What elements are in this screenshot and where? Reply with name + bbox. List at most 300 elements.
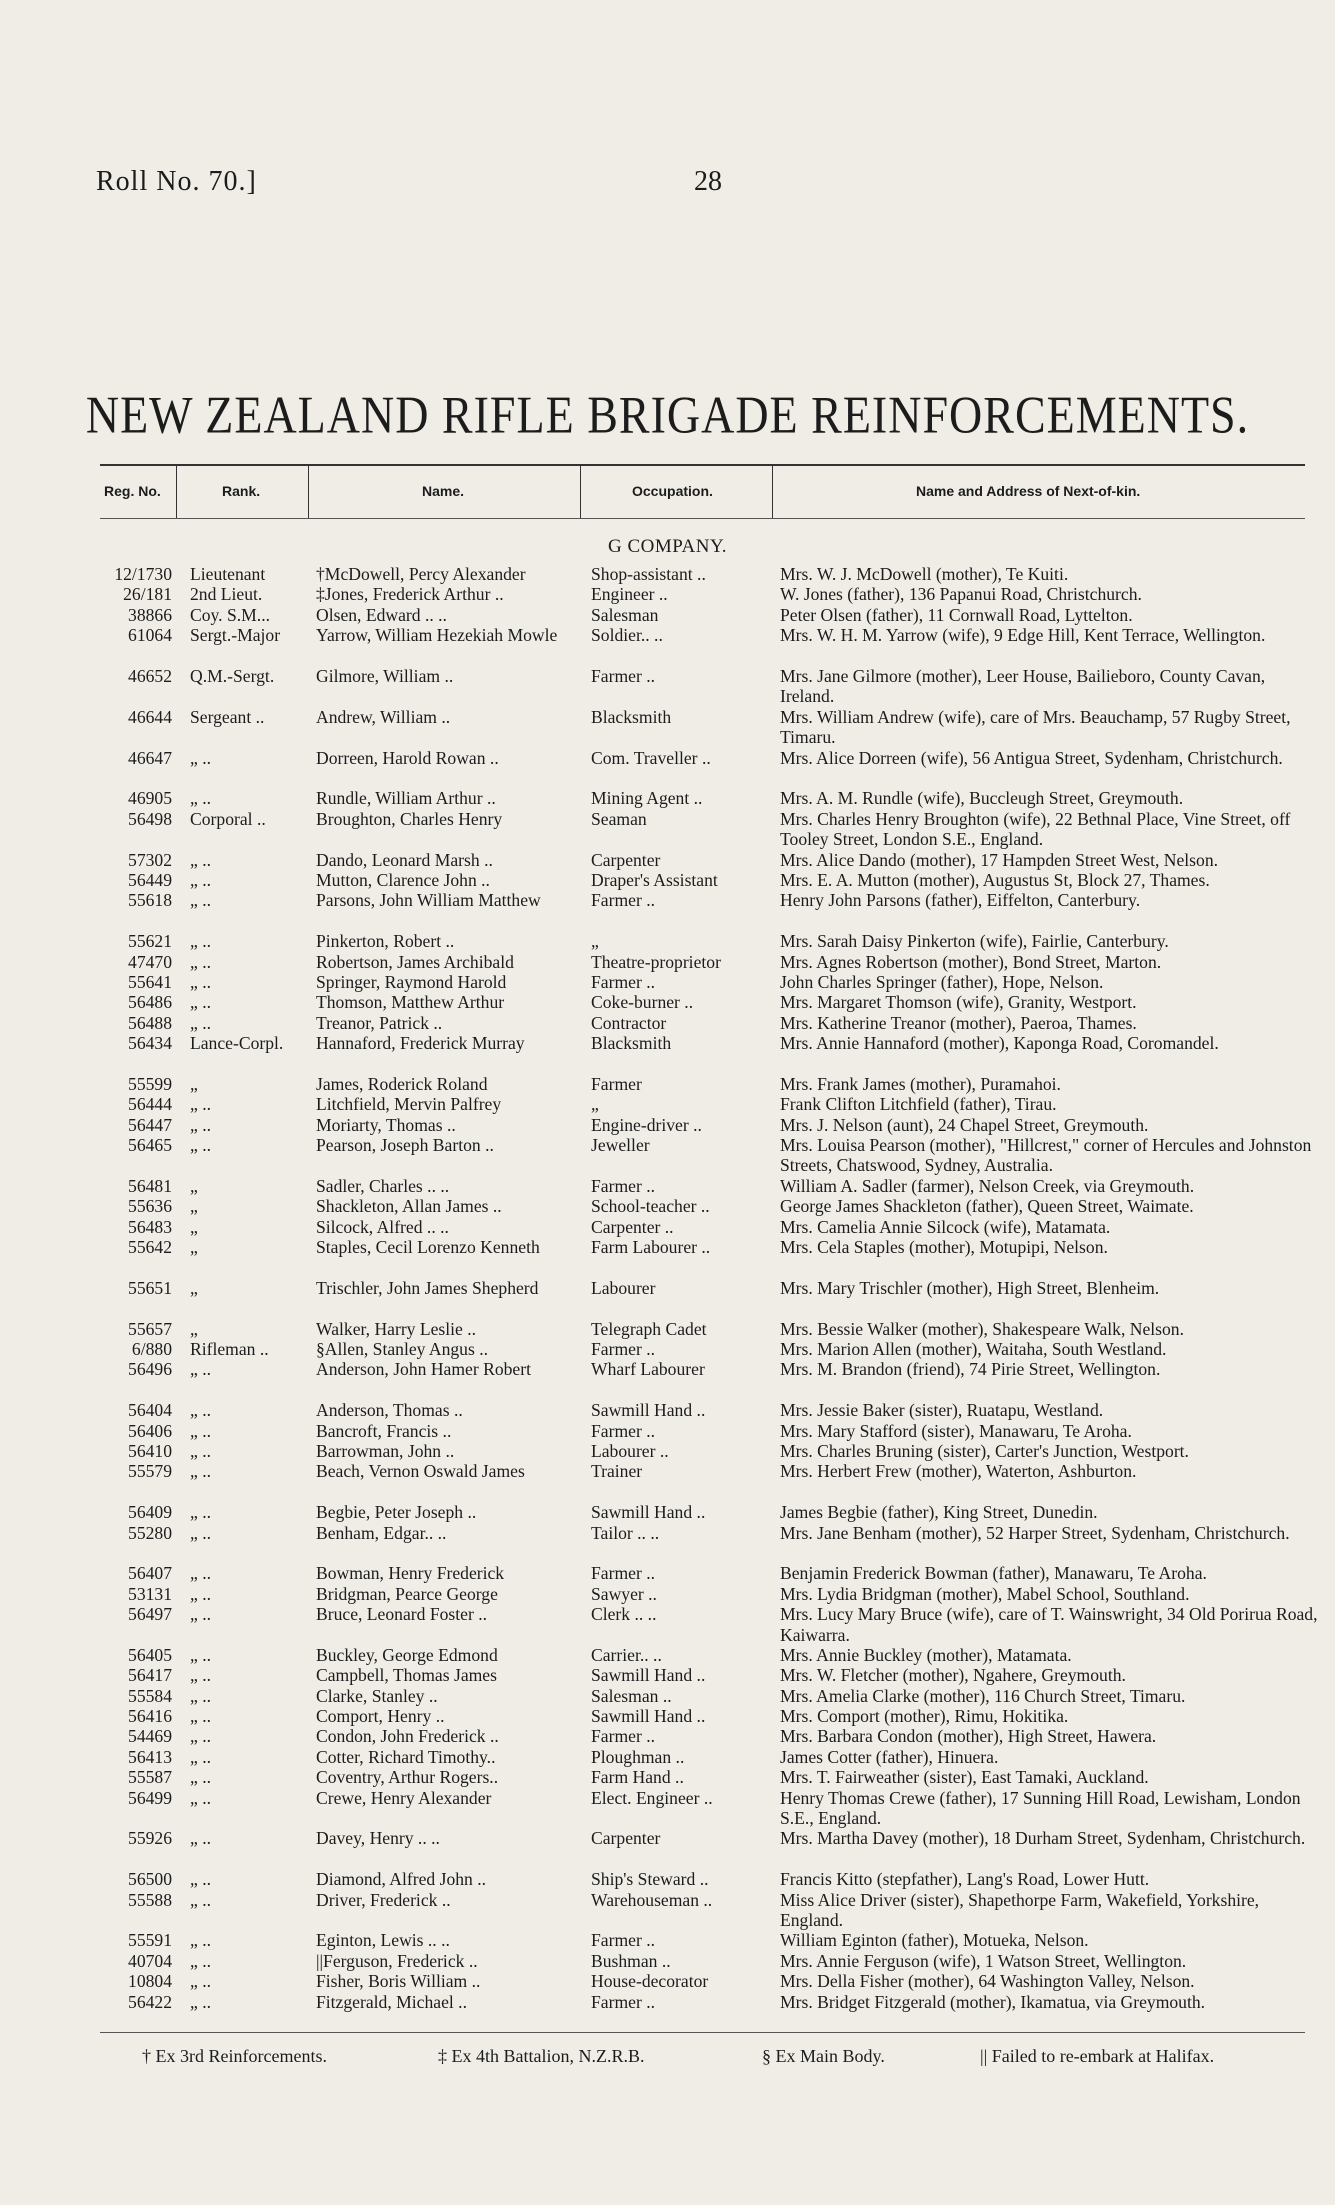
table-row	[0, 992, 1335, 1012]
reg-no-cell: 56405	[128, 1644, 172, 1665]
column-header-name: Name.	[422, 483, 465, 499]
occupation-cell: Sawmill Hand ..	[591, 1400, 706, 1421]
next-of-kin-cell: Mrs. W. Fletcher (mother), Ngahere, Greymouth.	[780, 1665, 1126, 1686]
next-of-kin-cell: Henry John Parsons (father), Eiffelton, Canterbury.	[780, 890, 1141, 911]
table-row	[0, 1339, 1335, 1359]
table-row	[0, 1747, 1335, 1767]
name-cell: Robertson, James Archibald	[316, 951, 514, 972]
occupation-cell: Labourer ..	[591, 1440, 669, 1461]
column-divider	[308, 466, 309, 518]
occupation-cell: Farmer ..	[591, 1339, 656, 1359]
rank-cell: „ ..	[190, 869, 212, 890]
next-of-kin-cell: Mrs. Bridget Fitzgerald (mother), Ikamatua, via Greymouth.	[780, 1991, 1206, 2012]
name-cell: Yarrow, William Hezekiah Mowle	[316, 625, 558, 646]
name-cell: Fitzgerald, Michael ..	[316, 1991, 467, 2012]
next-of-kin-cell: Mrs. Charles Henry Broughton (wife), 22 Bethnal Place, Vine Street, off Tooley Street, London S.E., England.	[780, 808, 1291, 850]
next-of-kin-cell: Francis Kitto (stepfather), Lang's Road, Lower Hutt.	[780, 1869, 1150, 1890]
name-cell: Andrew, William ..	[316, 706, 451, 727]
reg-no-cell: 56413	[128, 1746, 172, 1767]
reg-no-cell: 56417	[128, 1665, 172, 1686]
reg-no-cell: 56407	[128, 1563, 172, 1584]
occupation-cell: Jeweller	[591, 1135, 650, 1156]
next-of-kin-cell: John Charles Springer (father), Hope, Nelson.	[780, 971, 1104, 992]
occupation-cell: Ship's Steward ..	[591, 1869, 709, 1890]
reg-no-cell: 56444	[128, 1094, 172, 1115]
rank-cell: „ ..	[190, 971, 212, 992]
rank-cell: „	[190, 1237, 198, 1258]
occupation-cell: „	[591, 1094, 599, 1115]
rank-cell: Sergeant ..	[190, 706, 265, 727]
rank-cell: „ ..	[190, 849, 212, 870]
next-of-kin-cell: Mrs. Margaret Thomson (wife), Granity, Westport.	[780, 992, 1137, 1013]
name-cell: Thomson, Matthew Arthur	[316, 992, 505, 1013]
occupation-cell: Farmer ..	[591, 1420, 656, 1441]
next-of-kin-cell: William Eginton (father), Motueka, Nelson.	[780, 1930, 1089, 1951]
table-row	[0, 890, 1335, 931]
occupation-cell: Blacksmith	[591, 1033, 672, 1054]
name-cell: Treanor, Patrick ..	[316, 1012, 443, 1033]
occupation-cell: Sawyer ..	[591, 1583, 657, 1604]
table-row	[0, 1319, 1335, 1339]
table-row	[0, 1502, 1335, 1522]
reg-no-cell: 55926	[128, 1828, 172, 1849]
name-cell: Beach, Vernon Oswald James	[316, 1461, 525, 1482]
occupation-cell: Theatre-proprietor	[591, 951, 721, 972]
reg-no-cell: 56488	[128, 1012, 172, 1033]
next-of-kin-cell: Mrs. E. A. Mutton (mother), Augustus St, Block 27, Thames.	[780, 869, 1210, 890]
occupation-cell: School-teacher ..	[591, 1196, 710, 1217]
name-cell: Pinkerton, Robert ..	[316, 931, 455, 952]
table-row	[0, 1441, 1335, 1461]
occupation-cell: Salesman ..	[591, 1685, 672, 1706]
next-of-kin-cell: Peter Olsen (father), 11 Cornwall Road, Lyttelton.	[780, 604, 1133, 625]
name-cell: ‡Jones, Frederick Arthur ..	[316, 584, 504, 605]
rank-cell: Lance-Corpl.	[190, 1033, 284, 1054]
reg-no-cell: 56409	[128, 1502, 172, 1523]
table-row	[0, 1665, 1335, 1685]
roll-number: Roll No. 70.]	[96, 166, 257, 197]
occupation-cell: Shop-assistant ..	[591, 564, 706, 584]
table-row	[0, 1074, 1335, 1094]
reg-no-cell: 40704	[128, 1950, 172, 1971]
name-cell: Diamond, Alfred John ..	[316, 1869, 487, 1890]
name-cell: Moriarty, Thomas ..	[316, 1114, 456, 1135]
column-header-next-of-kin: Name and Address of Next-of-kin.	[916, 483, 1141, 499]
occupation-cell: Soldier.. ..	[591, 625, 663, 646]
name-cell: Davey, Henry .. ..	[316, 1828, 440, 1849]
name-cell: Sadler, Charles .. ..	[316, 1175, 450, 1196]
table-top-rule	[100, 464, 1305, 466]
table-row	[0, 788, 1335, 808]
reg-no-cell: 54469	[128, 1726, 172, 1747]
next-of-kin-cell: Mrs. Mary Trischler (mother), High Street, Blenheim.	[780, 1277, 1160, 1298]
name-cell: Shackleton, Allan James ..	[316, 1196, 502, 1217]
name-cell: §Allen, Stanley Angus ..	[316, 1339, 489, 1359]
next-of-kin-cell: Mrs. Martha Davey (mother), 18 Durham Street, Sydenham, Christchurch.	[780, 1828, 1306, 1849]
reg-no-cell: 57302	[128, 849, 172, 870]
occupation-cell: Farmer ..	[591, 1563, 656, 1584]
reg-no-cell: 55651	[128, 1277, 172, 1298]
name-cell: Anderson, John Hamer Robert	[316, 1359, 531, 1380]
rank-cell: „	[190, 1175, 198, 1196]
table-row	[0, 952, 1335, 972]
reg-no-cell: 55280	[128, 1522, 172, 1543]
reg-no-cell: 10804	[128, 1971, 172, 1992]
rank-cell: „ ..	[190, 1012, 212, 1033]
occupation-cell: Engineer ..	[591, 584, 668, 605]
reg-no-cell: 55636	[128, 1196, 172, 1217]
rank-cell: „ ..	[190, 1685, 212, 1706]
occupation-cell: Carrier.. ..	[591, 1644, 662, 1665]
footnote-halifax: || Failed to re-embark at Halifax.	[980, 2046, 1215, 2066]
column-header-rank: Rank.	[222, 483, 261, 499]
reg-no-cell: 55621	[128, 931, 172, 952]
occupation-cell: Salesman	[591, 604, 659, 625]
rank-cell: „ ..	[190, 1094, 212, 1115]
reg-no-cell: 56410	[128, 1440, 172, 1461]
next-of-kin-cell: Mrs. Louisa Pearson (mother), "Hillcrest," corner of Hercules and Johnston Streets, Chatswood, Sydney, Australia.	[780, 1135, 1312, 1176]
name-cell: Bancroft, Francis ..	[316, 1420, 452, 1441]
occupation-cell: Farmer ..	[591, 1930, 656, 1951]
table-row	[0, 870, 1335, 890]
table-row	[0, 1013, 1335, 1033]
table-row	[0, 584, 1335, 604]
next-of-kin-cell: Mrs. Annie Hannaford (mother), Kaponga Road, Coromandel.	[780, 1033, 1219, 1054]
next-of-kin-cell: Mrs. Jessie Baker (sister), Ruatapu, Westland.	[780, 1400, 1104, 1421]
roll-table	[0, 564, 1335, 2012]
reg-no-cell: 55584	[128, 1685, 172, 1706]
rank-cell: „ ..	[190, 1726, 212, 1747]
occupation-cell: Draper's Assistant	[591, 869, 718, 890]
reg-no-cell: 56483	[128, 1216, 172, 1237]
occupation-cell: Coke-burner ..	[591, 992, 694, 1013]
next-of-kin-cell: Mrs. Katherine Treanor (mother), Paeroa, Thames.	[780, 1012, 1137, 1033]
rank-cell: „ ..	[190, 1971, 212, 1992]
next-of-kin-cell: Mrs. Sarah Daisy Pinkerton (wife), Fairlie, Canterbury.	[780, 931, 1169, 952]
occupation-cell: Wharf Labourer	[591, 1359, 705, 1380]
table-bottom-rule	[100, 2032, 1305, 2033]
table-row	[0, 1359, 1335, 1400]
name-cell: †McDowell, Percy Alexander	[316, 564, 526, 584]
table-row	[0, 1523, 1335, 1564]
column-header-reg-no: Reg. No.	[104, 483, 161, 499]
occupation-cell: Carpenter	[591, 849, 661, 870]
next-of-kin-cell: Mrs. Amelia Clarke (mother), 116 Church Street, Timaru.	[780, 1685, 1186, 1706]
rank-cell: „ ..	[190, 747, 212, 768]
name-cell: Benham, Edgar.. ..	[316, 1522, 447, 1543]
next-of-kin-cell: Mrs. Frank James (mother), Puramahoi.	[780, 1073, 1061, 1094]
table-row	[0, 625, 1335, 666]
table-row	[0, 1951, 1335, 1971]
rank-cell: „ ..	[190, 992, 212, 1013]
name-cell: Clarke, Stanley ..	[316, 1685, 438, 1706]
reg-no-cell: 56486	[128, 992, 172, 1013]
rank-cell: „ ..	[190, 1400, 212, 1421]
table-row	[0, 1176, 1335, 1196]
rank-cell: „ ..	[190, 1706, 212, 1727]
table-row	[0, 1033, 1335, 1074]
next-of-kin-cell: Mrs. Mary Stafford (sister), Manawaru, Te Aroha.	[780, 1420, 1132, 1441]
occupation-cell: Trainer	[591, 1461, 643, 1482]
name-cell: Crewe, Henry Alexander	[316, 1787, 492, 1808]
name-cell: Comport, Henry ..	[316, 1706, 445, 1727]
reg-no-cell: 56481	[128, 1175, 172, 1196]
reg-no-cell: 46647	[128, 747, 172, 768]
table-row	[0, 707, 1335, 748]
reg-no-cell: 61064	[128, 625, 172, 646]
occupation-cell: Clerk .. ..	[591, 1604, 657, 1625]
table-row	[0, 1217, 1335, 1237]
reg-no-cell: 55587	[128, 1767, 172, 1788]
name-cell: Silcock, Alfred .. ..	[316, 1216, 449, 1237]
occupation-cell: Contractor	[591, 1012, 667, 1033]
rank-cell: Lieutenant	[190, 564, 266, 584]
occupation-cell: Seaman	[591, 808, 647, 829]
table-row	[0, 1604, 1335, 1645]
name-cell: Eginton, Lewis .. ..	[316, 1930, 450, 1951]
name-cell: Dando, Leonard Marsh ..	[316, 849, 493, 870]
table-row	[0, 1869, 1335, 1889]
reg-no-cell: 56497	[128, 1604, 172, 1625]
next-of-kin-cell: George James Shackleton (father), Queen Street, Waimate.	[780, 1196, 1194, 1217]
reg-no-cell: 53131	[128, 1583, 172, 1604]
name-cell: Staples, Cecil Lorenzo Kenneth	[316, 1237, 540, 1258]
table-row	[0, 1890, 1335, 1931]
next-of-kin-cell: Mrs. T. Fairweather (sister), East Tamaki, Auckland.	[780, 1767, 1149, 1788]
name-cell: Walker, Harry Leslie ..	[316, 1318, 477, 1339]
next-of-kin-cell: Mrs. Charles Bruning (sister), Carter's Junction, Westport.	[780, 1440, 1189, 1461]
name-cell: Dorreen, Harold Rowan ..	[316, 747, 499, 768]
reg-no-cell: 56416	[128, 1706, 172, 1727]
rank-cell: „ ..	[190, 1767, 212, 1788]
table-row	[0, 1992, 1335, 2012]
rank-cell: „	[190, 1216, 198, 1237]
next-of-kin-cell: Mrs. Lucy Mary Bruce (wife), care of T. Wainswright, 34 Old Porirua Road, Kaiwarra.	[780, 1604, 1318, 1645]
occupation-cell: Sawmill Hand ..	[591, 1502, 706, 1523]
rank-cell: „ ..	[190, 951, 212, 972]
name-cell: Springer, Raymond Harold	[316, 971, 507, 992]
rank-cell: „ ..	[190, 1787, 212, 1808]
reg-no-cell: 56465	[128, 1135, 172, 1156]
table-row	[0, 666, 1335, 707]
table-row	[0, 748, 1335, 789]
table-row	[0, 1237, 1335, 1278]
rank-cell: „ ..	[190, 1522, 212, 1543]
rank-cell: „ ..	[190, 1746, 212, 1767]
occupation-cell: Farm Hand ..	[591, 1767, 684, 1788]
next-of-kin-cell: Mrs. Agnes Robertson (mother), Bond Street, Marton.	[780, 951, 1162, 972]
next-of-kin-cell: Mrs. Lydia Bridgman (mother), Mabel School, Southland.	[780, 1583, 1190, 1604]
name-cell: Rundle, William Arthur ..	[316, 788, 496, 809]
rank-cell: „	[190, 1073, 198, 1094]
rank-cell: „	[190, 1277, 198, 1298]
table-row	[0, 809, 1335, 850]
rank-cell: „ ..	[190, 1665, 212, 1686]
table-row	[0, 1828, 1335, 1869]
reg-no-cell: 56404	[128, 1400, 172, 1421]
reg-no-cell: 47470	[128, 951, 172, 972]
table-row	[0, 1706, 1335, 1726]
occupation-cell: Farmer ..	[591, 665, 656, 686]
occupation-cell: Ploughman ..	[591, 1746, 685, 1767]
name-cell: Buckley, George Edmond	[316, 1644, 498, 1665]
next-of-kin-cell: Mrs. Cela Staples (mother), Motupipi, Nelson.	[780, 1237, 1108, 1258]
table-row	[0, 972, 1335, 992]
reg-no-cell: 56406	[128, 1420, 172, 1441]
next-of-kin-cell: James Begbie (father), King Street, Dunedin.	[780, 1502, 1098, 1523]
reg-no-cell: 56499	[128, 1787, 172, 1808]
rank-cell: „ ..	[190, 1869, 212, 1890]
next-of-kin-cell: Henry Thomas Crewe (father), 17 Sunning Hill Road, Lewisham, London S.E., England.	[780, 1787, 1301, 1829]
name-cell: Bridgman, Pearce George	[316, 1583, 498, 1604]
column-divider	[580, 466, 581, 518]
rank-cell: „ ..	[190, 1563, 212, 1584]
rank-cell: „ ..	[190, 1135, 212, 1156]
name-cell: Mutton, Clarence John ..	[316, 869, 490, 890]
name-cell: James, Roderick Roland	[316, 1073, 488, 1094]
occupation-cell: „	[591, 931, 599, 952]
occupation-cell: Farm Labourer ..	[591, 1237, 711, 1258]
reg-no-cell: 56500	[128, 1869, 172, 1890]
name-cell: Bruce, Leonard Foster ..	[316, 1604, 487, 1625]
occupation-cell: Farmer	[591, 1073, 642, 1094]
table-row	[0, 1461, 1335, 1502]
next-of-kin-cell: Mrs. W. H. M. Yarrow (wife), 9 Edge Hill, Kent Terrace, Wellington.	[780, 625, 1266, 646]
next-of-kin-cell: Mrs. Alice Dorreen (wife), 56 Antigua Street, Sydenham, Christchurch.	[780, 747, 1283, 768]
footnote-ex-3rd: † Ex 3rd Reinforcements.	[142, 2046, 327, 2066]
next-of-kin-cell: William A. Sadler (farmer), Nelson Creek, via Greymouth.	[780, 1175, 1195, 1196]
next-of-kin-cell: Mrs. M. Brandon (friend), 74 Pirie Street, Wellington.	[780, 1359, 1161, 1380]
reg-no-cell: 56498	[128, 808, 172, 829]
rank-cell: „ ..	[190, 1930, 212, 1951]
reg-no-cell: 55618	[128, 890, 172, 911]
reg-no-cell: 55657	[128, 1318, 172, 1339]
column-divider	[176, 466, 177, 518]
name-cell: Cotter, Richard Timothy..	[316, 1746, 496, 1767]
table-row	[0, 564, 1335, 584]
rank-cell: „ ..	[190, 1114, 212, 1135]
table-row	[0, 1584, 1335, 1604]
page-title: NEW ZEALAND RIFLE BRIGADE REINFORCEMENTS.	[85, 385, 1250, 444]
reg-no-cell: 56422	[128, 1991, 172, 2012]
rank-cell: Rifleman ..	[190, 1339, 269, 1359]
next-of-kin-cell: Mrs. Annie Buckley (mother), Matamata.	[780, 1644, 1072, 1665]
rank-cell: „ ..	[190, 1440, 212, 1461]
name-cell: Litchfield, Mervin Palfrey	[316, 1094, 502, 1115]
next-of-kin-cell: Mrs. J. Nelson (aunt), 24 Chapel Street, Greymouth.	[780, 1114, 1149, 1135]
rank-cell: „ ..	[190, 788, 212, 809]
rank-cell: „ ..	[190, 1644, 212, 1665]
occupation-cell: House-decorator	[591, 1971, 709, 1992]
reg-no-cell: 38866	[128, 604, 172, 625]
occupation-cell: Sawmill Hand ..	[591, 1665, 706, 1686]
name-cell: Barrowman, John ..	[316, 1440, 455, 1461]
rank-cell: Corporal ..	[190, 808, 266, 829]
reg-no-cell: 46652	[128, 665, 172, 686]
rank-cell: „ ..	[190, 1420, 212, 1441]
table-row	[0, 1971, 1335, 1991]
name-cell: Hannaford, Frederick Murray	[316, 1033, 525, 1054]
table-row	[0, 1645, 1335, 1665]
next-of-kin-cell: Mrs. Alice Dando (mother), 17 Hampden Street West, Nelson.	[780, 849, 1219, 870]
footnote-main-body: § Ex Main Body.	[762, 2046, 885, 2066]
reg-no-cell: 46644	[128, 706, 172, 727]
reg-no-cell: 26/181	[123, 584, 172, 605]
rank-cell: „	[190, 1196, 198, 1217]
table-row	[0, 1686, 1335, 1706]
rank-cell: Sergt.-Major	[190, 625, 281, 646]
table-row	[0, 605, 1335, 625]
name-cell: Campbell, Thomas James	[316, 1665, 497, 1686]
name-cell: Gilmore, William ..	[316, 665, 454, 686]
table-row	[0, 931, 1335, 951]
next-of-kin-cell: Mrs. Barbara Condon (mother), High Street, Hawera.	[780, 1726, 1157, 1747]
table-row	[0, 1726, 1335, 1746]
table-row	[0, 1115, 1335, 1135]
next-of-kin-cell: Benjamin Frederick Bowman (father), Manawaru, Te Aroha.	[780, 1563, 1207, 1584]
name-cell: Broughton, Charles Henry	[316, 808, 503, 829]
rank-cell: „ ..	[190, 1950, 212, 1971]
reg-no-cell: 55642	[128, 1237, 172, 1258]
rank-cell: „ ..	[190, 1889, 212, 1910]
footnote-ex-4th: ‡ Ex 4th Battalion, N.Z.R.B.	[438, 2046, 645, 2066]
occupation-cell: Carpenter ..	[591, 1216, 674, 1237]
occupation-cell: Blacksmith	[591, 706, 672, 727]
rank-cell: „ ..	[190, 1991, 212, 2012]
reg-no-cell: 56496	[128, 1359, 172, 1380]
name-cell: Driver, Frederick ..	[316, 1889, 451, 1910]
name-cell: Trischler, John James Shepherd	[316, 1277, 539, 1298]
next-of-kin-cell: Mrs. W. J. McDowell (mother), Te Kuiti.	[780, 564, 1069, 584]
next-of-kin-cell: James Cotter (father), Hinuera.	[780, 1746, 999, 1767]
next-of-kin-cell: Miss Alice Driver (sister), Shapethorpe Farm, Wakefield, Yorkshire, England.	[780, 1889, 1260, 1931]
table-row	[0, 1788, 1335, 1829]
occupation-cell: Tailor .. ..	[591, 1522, 660, 1543]
table-row	[0, 1278, 1335, 1319]
occupation-cell: Farmer ..	[591, 971, 656, 992]
table-header-rule	[100, 518, 1305, 519]
reg-no-cell: 56447	[128, 1114, 172, 1135]
rank-cell: „ ..	[190, 1502, 212, 1523]
column-divider	[772, 466, 773, 518]
table-row	[0, 1400, 1335, 1420]
table-row	[0, 1196, 1335, 1216]
next-of-kin-cell: Mrs. William Andrew (wife), care of Mrs. Beauchamp, 57 Rugby Street, Timaru.	[780, 706, 1291, 748]
name-cell: ||Ferguson, Frederick ..	[316, 1950, 478, 1971]
occupation-cell: Bushman ..	[591, 1950, 671, 1971]
reg-no-cell: 6/880	[131, 1339, 172, 1359]
next-of-kin-cell: Mrs. Annie Ferguson (wife), 1 Watson Street, Wellington.	[780, 1950, 1187, 1971]
next-of-kin-cell: Mrs. Camelia Annie Silcock (wife), Matamata.	[780, 1216, 1111, 1237]
table-row	[0, 1135, 1335, 1176]
table-row	[0, 1563, 1335, 1583]
reg-no-cell: 46905	[128, 788, 172, 809]
name-cell: Begbie, Peter Joseph ..	[316, 1502, 477, 1523]
next-of-kin-cell: Mrs. Bessie Walker (mother), Shakespeare Walk, Nelson.	[780, 1318, 1185, 1339]
name-cell: Anderson, Thomas ..	[316, 1400, 463, 1421]
occupation-cell: Warehouseman ..	[591, 1889, 713, 1910]
name-cell: Coventry, Arthur Rogers..	[316, 1767, 499, 1788]
next-of-kin-cell: Mrs. Herbert Frew (mother), Waterton, Ashburton.	[780, 1461, 1137, 1482]
name-cell: Parsons, John William Matthew	[316, 890, 541, 911]
reg-no-cell: 56434	[128, 1033, 172, 1054]
table-row	[0, 1421, 1335, 1441]
next-of-kin-cell: Mrs. Marion Allen (mother), Waitaha, South Westland.	[780, 1339, 1167, 1359]
next-of-kin-cell: Mrs. Jane Benham (mother), 52 Harper Street, Sydenham, Christchurch.	[780, 1522, 1290, 1543]
rank-cell: „ ..	[190, 1461, 212, 1482]
name-cell: Condon, John Frederick ..	[316, 1726, 499, 1747]
reg-no-cell: 55599	[128, 1073, 172, 1094]
